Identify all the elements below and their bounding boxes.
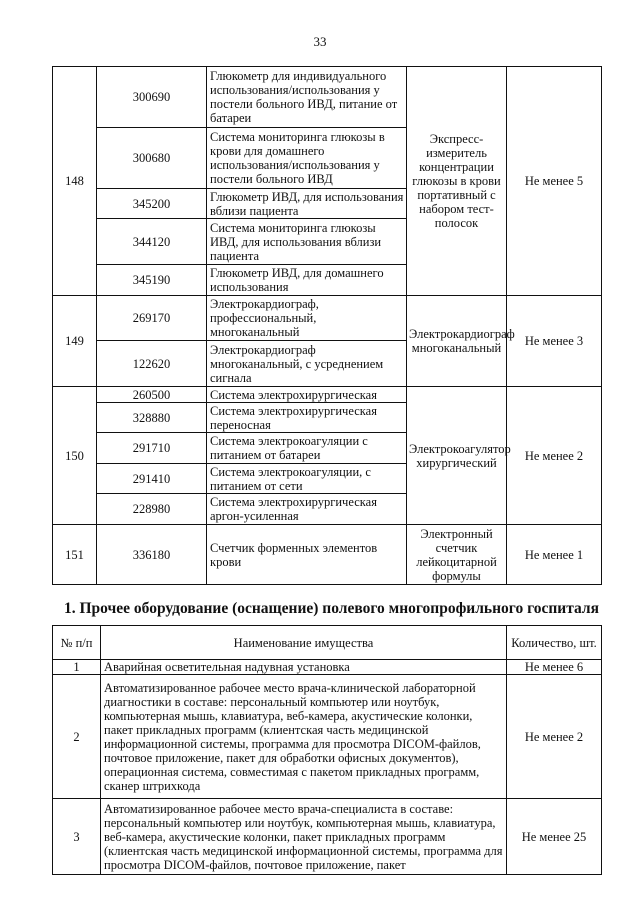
device-type: Электрокардиограф многоканальный (407, 296, 507, 387)
row-number: 149 (53, 296, 97, 387)
item-code: 122620 (97, 341, 207, 387)
item-code: 228980 (97, 494, 207, 525)
item-code: 291710 (97, 433, 207, 464)
item-code: 345200 (97, 189, 207, 219)
item-name: Система электрохирургическая аргон-усиленная (207, 494, 407, 525)
item-code: 345190 (97, 265, 207, 296)
item-name: Система электрокоагуляции с питанием от батареи (207, 433, 407, 464)
header-quantity: Количество, шт. (507, 626, 602, 660)
equipment-table (52, 66, 602, 585)
device-type: Электронный счетчик лейкоцитарной формулы (407, 525, 507, 585)
item-name: Автоматизированное рабочее место врача-клинической лабораторной диагностики в составе: персональный компьютер или ноутбук, компьютерная мышь, клавиатура, веб-камера, акустические колонки, пакет прикладных программ (клиентская часть медицинской информационной системы, программа для просмотра DICOM-файлов, почтовое приложение, пакет для обработки офисных документов), операционная система, совместимая с пакетом прикладных программ, сканер штрихкода (101, 675, 507, 799)
table-row (53, 799, 602, 875)
item-code: 291410 (97, 464, 207, 494)
item-code: 328880 (97, 403, 207, 433)
row-number: 150 (53, 387, 97, 525)
item-code: 344120 (97, 219, 207, 265)
item-name: Глюкометр ИВД, для домашнего использования (207, 265, 407, 296)
item-code: 260500 (97, 387, 207, 403)
header-name: Наименование имущества (101, 626, 507, 660)
quantity: Не менее 2 (507, 675, 602, 799)
table-row (53, 67, 602, 128)
other-equipment-table (52, 625, 602, 875)
table-row (53, 387, 602, 403)
device-type: Экспресс-измеритель концентрации глюкозы в крови портативный с набором тест-полосок (407, 67, 507, 296)
quantity: Не менее 5 (507, 67, 602, 296)
item-code: 300690 (97, 67, 207, 128)
item-name: Счетчик форменных элементов крови (207, 525, 407, 585)
item-name: Глюкометр ИВД, для использования вблизи пациента (207, 189, 407, 219)
row-number: 3 (53, 799, 101, 875)
section-heading: 1. Прочее оборудование (оснащение) полевого многопрофильного госпиталя (64, 600, 599, 617)
device-type: Электрокоагулятор хирургический (407, 387, 507, 525)
table-header-row (53, 626, 602, 660)
item-name: Аварийная осветительная надувная установка (101, 660, 507, 675)
quantity: Не менее 2 (507, 387, 602, 525)
item-name: Глюкометр для индивидуального использования/использования у постели больного ИВД, питание от батареи (207, 67, 407, 128)
item-code: 336180 (97, 525, 207, 585)
quantity: Не менее 6 (507, 660, 602, 675)
row-number: 1 (53, 660, 101, 675)
row-number: 2 (53, 675, 101, 799)
table-row (53, 675, 602, 799)
table-row (53, 660, 602, 675)
item-name: Система электрохирургическая (207, 387, 407, 403)
item-name: Система электрохирургическая переносная (207, 403, 407, 433)
table-row (53, 525, 602, 585)
table-row (53, 296, 602, 341)
item-name: Электрокардиограф, профессиональный, многоканальный (207, 296, 407, 341)
item-code: 269170 (97, 296, 207, 341)
page-number: 33 (313, 34, 327, 49)
item-name: Система мониторинга глюкозы ИВД, для использования вблизи пациента (207, 219, 407, 265)
item-code: 300680 (97, 128, 207, 189)
row-number: 148 (53, 67, 97, 296)
row-number: 151 (53, 525, 97, 585)
item-name: Автоматизированное рабочее место врача-специалиста в составе: персональный компьютер или ноутбук, компьютерная мышь, клавиатура, веб-камера, акустические колонки, пакет прикладных программ (клиентская часть медицинской информационной системы, программа для просмотра DICOM-файлов, почтовое приложение, пакет (101, 799, 507, 875)
quantity: Не менее 1 (507, 525, 602, 585)
quantity: Не менее 3 (507, 296, 602, 387)
quantity: Не менее 25 (507, 799, 602, 875)
header-number: № п/п (53, 626, 101, 660)
item-name: Система мониторинга глюкозы в крови для домашнего использования/использования у постели больного ИВД (207, 128, 407, 189)
item-name: Электрокардиограф многоканальный, с усреднением сигнала (207, 341, 407, 387)
item-name: Система электрокоагуляции, с питанием от сети (207, 464, 407, 494)
